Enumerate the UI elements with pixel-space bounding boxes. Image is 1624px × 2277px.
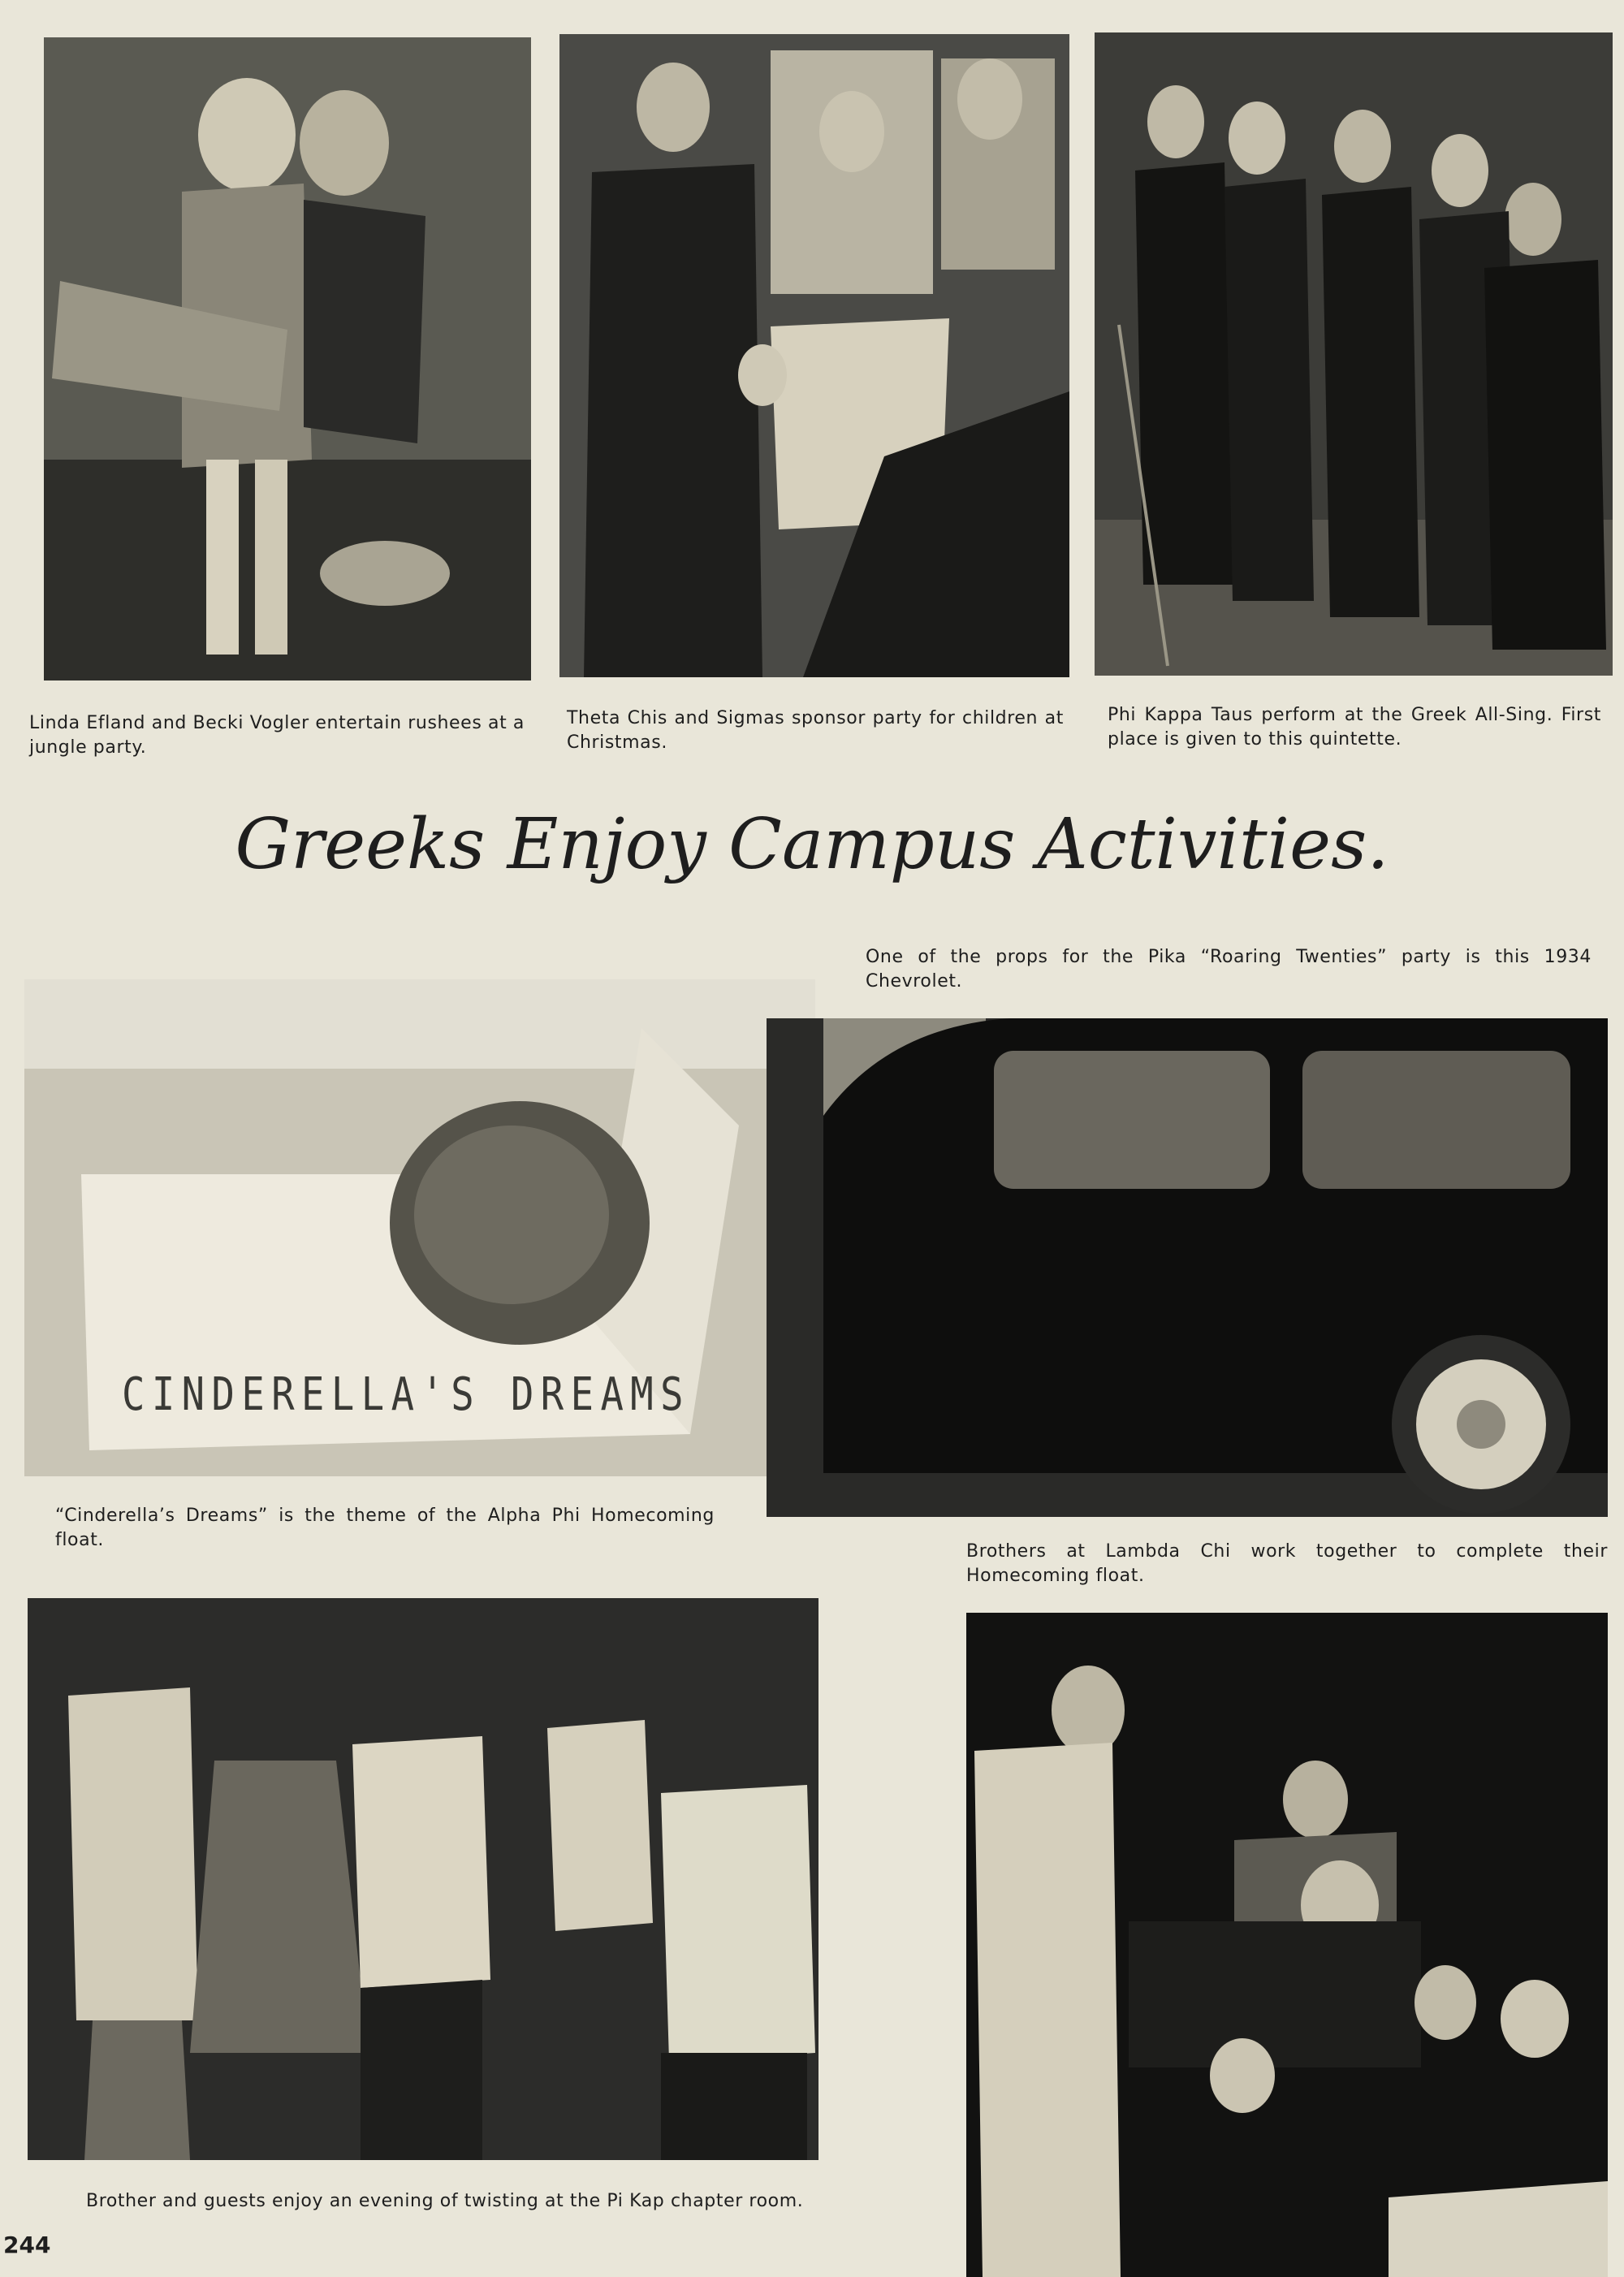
caption-lambda-chi-float: Brothers at Lambda Chi work together to complete their Homecoming float. (966, 1541, 1608, 1586)
photo-christmas-party (559, 34, 1069, 677)
photo-all-sing-illustration (1095, 32, 1613, 676)
photo-all-sing (1095, 32, 1613, 676)
photo-jungle-party (44, 37, 531, 681)
page-number: 244 (3, 2232, 51, 2258)
photo-cinderella-float (24, 979, 815, 1476)
caption-all-sing: Phi Kappa Taus perform at the Greek All-Sing. First place is given to this quintette. (1108, 705, 1601, 750)
photo-cinderella-float-illustration (24, 979, 815, 1476)
photo-lambda-chi-illustration (966, 1613, 1608, 2277)
photo-chevrolet (767, 1018, 1608, 1517)
photo-lambda-chi (966, 1613, 1608, 2277)
page-title: Greeks Enjoy Campus Activities. (235, 804, 1389, 885)
float-sign-text: CINDERELLA'S DREAMS (122, 1368, 690, 1421)
photo-chevrolet-illustration (767, 1018, 1608, 1517)
caption-cinderella-float: “Cinderella’s Dreams” is the theme of the Alpha Phi Homecoming float. (55, 1506, 715, 1550)
photo-christmas-party-illustration (559, 34, 1069, 677)
photo-jungle-party-illustration (44, 37, 531, 681)
caption-christmas-party: Theta Chis and Sigmas sponsor party for children at Christmas. (567, 708, 1064, 753)
caption-twisting: Brother and guests enjoy an evening of twisting at the Pi Kap chapter room. (86, 2191, 804, 2211)
caption-jungle-party: Linda Efland and Becki Vogler entertain rushees at a jungle party. (29, 713, 525, 758)
photo-twisting-illustration (28, 1598, 818, 2160)
photo-twisting (28, 1598, 818, 2160)
caption-chevrolet: One of the props for the Pika “Roaring Twenties” party is this 1934 Chevrolet. (866, 947, 1592, 992)
